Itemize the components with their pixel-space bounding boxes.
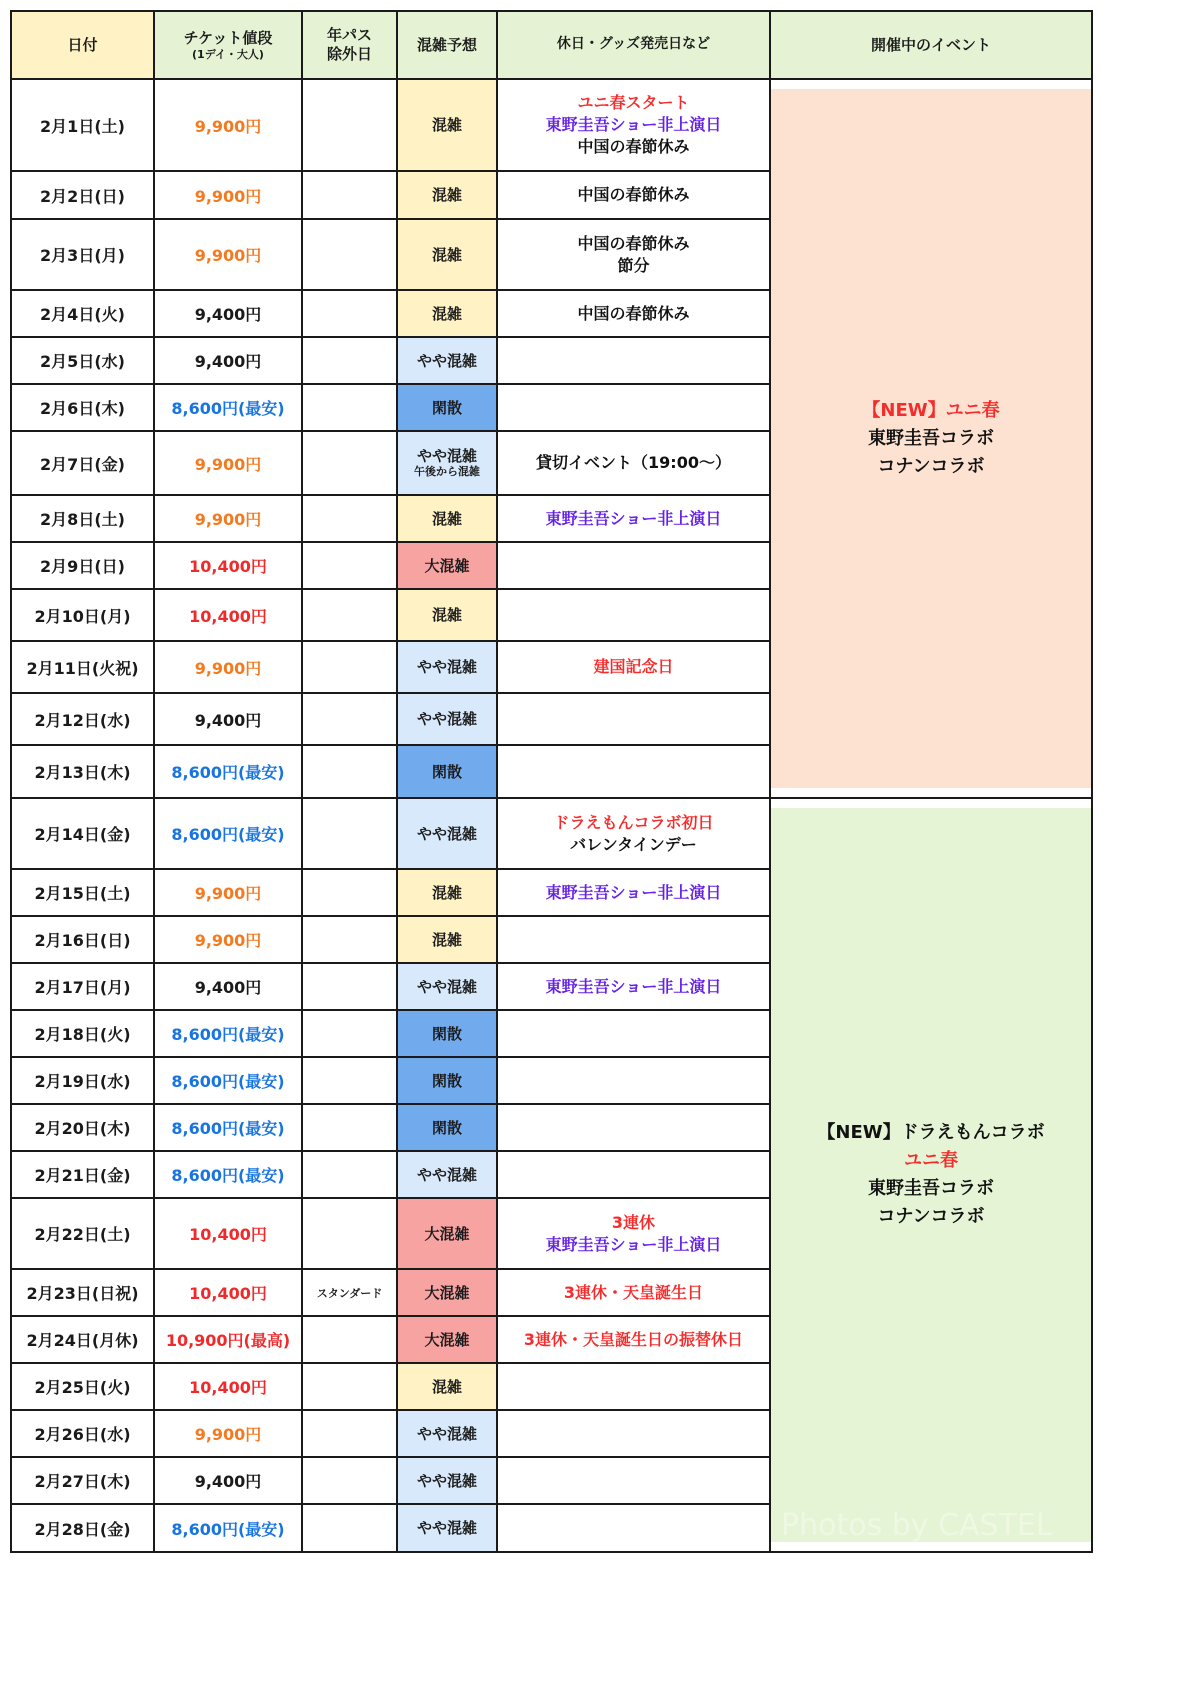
crowd-forecast-cell xyxy=(397,337,497,384)
pass-exclusion-cell xyxy=(302,1198,397,1269)
date-cell: 2月17日(月) xyxy=(11,963,154,1010)
date-cell: 2月4日(火) xyxy=(11,290,154,337)
event-line: 【NEW】ドラえもんコラボ xyxy=(817,1122,1045,1143)
date-cell: 2月14日(金) xyxy=(11,798,154,869)
crowd-level: 大混雑 xyxy=(424,556,470,575)
notes-cell xyxy=(497,798,770,869)
notes-cell xyxy=(497,542,770,589)
date-cell: 2月15日(土) xyxy=(11,869,154,916)
notes-cell xyxy=(497,384,770,431)
pass-exclusion-cell xyxy=(302,693,397,745)
price-cell: 8,600円(最安) xyxy=(154,798,302,869)
price-cell: 8,600円(最安) xyxy=(154,1151,302,1198)
pass-exclusion-cell xyxy=(302,384,397,431)
crowd-level: 大混雑 xyxy=(424,1224,470,1243)
header-price xyxy=(154,11,302,79)
event-line: 【NEW】ユニ春 xyxy=(862,399,1000,421)
crowd-level: 大混雑 xyxy=(424,1330,470,1349)
crowd-level: やや混雑 xyxy=(416,447,477,466)
price-cell: 8,600円(最安) xyxy=(154,384,302,431)
crowd-forecast-cell xyxy=(397,1010,497,1057)
note-line: ユニ春スタート xyxy=(577,93,690,112)
price-cell: 9,900円 xyxy=(154,431,302,495)
notes-cell xyxy=(497,1316,770,1363)
crowd-level: 混雑 xyxy=(431,304,462,323)
price-cell: 8,600円(最安) xyxy=(154,1057,302,1104)
pass-exclusion-cell xyxy=(302,798,397,869)
pass-exclusion-cell xyxy=(302,337,397,384)
header-notes: 休日・グッズ発売日など xyxy=(497,11,770,79)
crowd-level: やや混雑 xyxy=(416,1471,477,1490)
table-row xyxy=(11,798,1092,869)
price-cell: 8,600円(最安) xyxy=(154,1104,302,1151)
crowd-forecast-cell xyxy=(397,869,497,916)
pass-exclusion-cell xyxy=(302,1010,397,1057)
crowd-forecast-cell xyxy=(397,1457,497,1504)
notes-cell xyxy=(497,693,770,745)
notes-cell xyxy=(497,1504,770,1552)
note-line: 東野圭吾ショー非上演日 xyxy=(545,882,722,902)
notes-cell xyxy=(497,431,770,495)
crowd-forecast-cell xyxy=(397,745,497,798)
notes-cell xyxy=(497,916,770,963)
note-line: 中国の春節休み xyxy=(577,303,690,323)
notes-cell xyxy=(497,219,770,290)
price-cell: 9,900円 xyxy=(154,171,302,219)
crowd-level: 混雑 xyxy=(431,116,462,134)
event-line: コナンコラボ xyxy=(877,1206,985,1227)
crowd-forecast-cell xyxy=(397,916,497,963)
note-line: 3連休・天皇誕生日の振替休日 xyxy=(523,1329,744,1349)
events-cell xyxy=(770,798,1092,1552)
crowd-level: 混雑 xyxy=(431,186,462,204)
crowd-forecast-cell xyxy=(397,1269,497,1316)
price-cell: 8,600円(最安) xyxy=(154,745,302,798)
price-cell: 9,900円 xyxy=(154,869,302,916)
price-cell: 9,400円 xyxy=(154,337,302,384)
header-pass-exclusion xyxy=(302,11,397,79)
date-cell: 2月28日(金) xyxy=(11,1504,154,1552)
notes-cell xyxy=(497,171,770,219)
crowd-level: やや混雑 xyxy=(416,1165,477,1184)
pass-exclusion-cell: スタンダード xyxy=(302,1269,397,1316)
date-cell: 2月20日(木) xyxy=(11,1104,154,1151)
date-cell: 2月7日(金) xyxy=(11,431,154,495)
crowd-forecast-cell xyxy=(397,431,497,495)
crowd-forecast-cell xyxy=(397,589,497,641)
price-cell: 10,400円 xyxy=(154,542,302,589)
crowd-forecast-cell xyxy=(397,963,497,1010)
date-cell: 2月24日(月休) xyxy=(11,1316,154,1363)
note-line: 貸切イベント（19:00〜） xyxy=(536,453,731,472)
crowd-forecast-cell xyxy=(397,641,497,693)
header-price-label: チケット値段 xyxy=(183,28,273,47)
notes-cell xyxy=(497,1457,770,1504)
price-cell: 10,900円(最高) xyxy=(154,1316,302,1363)
price-cell: 9,900円 xyxy=(154,1410,302,1457)
note-line: バレンタインデー xyxy=(570,834,697,854)
date-cell: 2月5日(水) xyxy=(11,337,154,384)
price-cell: 10,400円 xyxy=(154,1269,302,1316)
crowd-forecast-cell xyxy=(397,1104,497,1151)
header-events: 開催中のイベント xyxy=(770,11,1092,79)
price-cell: 9,900円 xyxy=(154,79,302,171)
crowd-level: やや混雑 xyxy=(416,824,477,843)
price-cell: 9,400円 xyxy=(154,693,302,745)
price-cell: 9,400円 xyxy=(154,963,302,1010)
notes-cell xyxy=(497,1151,770,1198)
crowd-forecast-cell xyxy=(397,1410,497,1457)
notes-cell xyxy=(497,1269,770,1316)
notes-cell xyxy=(497,1363,770,1410)
notes-cell xyxy=(497,589,770,641)
event-line: 東野圭吾コラボ xyxy=(868,1178,994,1199)
note-line: 東野圭吾ショー非上演日 xyxy=(545,976,722,996)
event-line: 東野圭吾コラボ xyxy=(868,427,994,449)
price-cell: 9,400円 xyxy=(154,290,302,337)
notes-cell xyxy=(497,745,770,798)
event-box xyxy=(771,808,1091,1542)
pass-exclusion-cell xyxy=(302,1363,397,1410)
note-line: 3連休 xyxy=(611,1212,656,1232)
crowd-level: やや混雑 xyxy=(416,658,477,676)
crowd-level: やや混雑 xyxy=(416,710,477,728)
note-line: 中国の春節休み xyxy=(577,233,690,253)
date-cell: 2月12日(水) xyxy=(11,693,154,745)
crowd-level: 閑散 xyxy=(431,398,462,417)
price-cell: 9,900円 xyxy=(154,916,302,963)
notes-cell xyxy=(497,869,770,916)
date-cell: 2月19日(水) xyxy=(11,1057,154,1104)
crowd-forecast-cell xyxy=(397,1363,497,1410)
crowd-forecast-cell xyxy=(397,495,497,542)
crowd-calendar-table xyxy=(10,10,1093,1553)
notes-cell xyxy=(497,1010,770,1057)
notes-cell xyxy=(497,337,770,384)
crowd-forecast-cell xyxy=(397,693,497,745)
pass-exclusion-cell xyxy=(302,219,397,290)
date-cell: 2月26日(水) xyxy=(11,1410,154,1457)
crowd-level: 混雑 xyxy=(431,883,462,902)
crowd-forecast-cell xyxy=(397,219,497,290)
crowd-level: 閑散 xyxy=(431,1024,462,1043)
price-cell: 10,400円 xyxy=(154,1363,302,1410)
crowd-forecast-cell xyxy=(397,290,497,337)
crowd-level: 大混雑 xyxy=(424,1283,470,1302)
date-cell: 2月18日(火) xyxy=(11,1010,154,1057)
date-cell: 2月27日(木) xyxy=(11,1457,154,1504)
date-cell: 2月8日(土) xyxy=(11,495,154,542)
date-cell: 2月3日(月) xyxy=(11,219,154,290)
header-pass-exclusion-label: 年パス除外日 xyxy=(326,26,372,63)
pass-exclusion-cell xyxy=(302,495,397,542)
header-crowd: 混雑予想 xyxy=(397,11,497,79)
crowd-level: 閑散 xyxy=(431,762,462,781)
price-cell: 10,400円 xyxy=(154,1198,302,1269)
note-line: 東野圭吾ショー非上演日 xyxy=(545,508,722,528)
pass-exclusion-cell xyxy=(302,1457,397,1504)
crowd-forecast-cell xyxy=(397,171,497,219)
pass-exclusion-cell xyxy=(302,1316,397,1363)
note-line: 節分 xyxy=(617,255,650,275)
price-cell: 9,900円 xyxy=(154,495,302,542)
pass-exclusion-cell xyxy=(302,745,397,798)
pass-exclusion-cell xyxy=(302,869,397,916)
notes-cell xyxy=(497,963,770,1010)
crowd-level: やや混雑 xyxy=(416,351,477,370)
header-price-sub: (1デイ・大人) xyxy=(192,47,264,61)
note-line: ドラえもんコラボ初日 xyxy=(553,812,714,832)
crowd-level: 混雑 xyxy=(431,1377,462,1396)
pass-exclusion-cell xyxy=(302,79,397,171)
notes-cell xyxy=(497,290,770,337)
price-cell: 8,600円(最安) xyxy=(154,1504,302,1552)
crowd-forecast-cell xyxy=(397,79,497,171)
price-cell: 8,600円(最安) xyxy=(154,1010,302,1057)
header-row xyxy=(11,11,1092,79)
date-cell: 2月16日(日) xyxy=(11,916,154,963)
header-date: 日付 xyxy=(11,11,154,79)
pass-exclusion-cell xyxy=(302,1410,397,1457)
pass-exclusion-cell xyxy=(302,589,397,641)
date-cell: 2月9日(日) xyxy=(11,542,154,589)
crowd-level: やや混雑 xyxy=(416,1424,477,1443)
date-cell: 2月10日(月) xyxy=(11,589,154,641)
crowd-forecast-cell xyxy=(397,1316,497,1363)
events-cell xyxy=(770,79,1092,798)
pass-exclusion-cell xyxy=(302,171,397,219)
crowd-level: やや混雑 xyxy=(416,977,477,996)
pass-exclusion-cell xyxy=(302,916,397,963)
date-cell: 2月21日(金) xyxy=(11,1151,154,1198)
price-cell: 9,400円 xyxy=(154,1457,302,1504)
crowd-level: 閑散 xyxy=(431,1071,462,1090)
notes-cell xyxy=(497,1104,770,1151)
crowd-forecast-cell xyxy=(397,542,497,589)
date-cell: 2月23日(日祝) xyxy=(11,1269,154,1316)
crowd-forecast-cell xyxy=(397,1151,497,1198)
crowd-level: 混雑 xyxy=(431,606,462,624)
watermark: Photos by CASTEL xyxy=(781,1508,1053,1543)
crowd-level: 混雑 xyxy=(431,509,462,528)
pass-exclusion-cell xyxy=(302,1151,397,1198)
date-cell: 2月25日(火) xyxy=(11,1363,154,1410)
notes-cell xyxy=(497,1198,770,1269)
note-line: 3連休・天皇誕生日 xyxy=(563,1282,704,1302)
event-box xyxy=(771,89,1091,788)
event-line: ユニ春 xyxy=(904,1150,958,1171)
table-row xyxy=(11,79,1092,171)
date-cell: 2月6日(木) xyxy=(11,384,154,431)
crowd-sub-note: 午後から混雑 xyxy=(414,465,480,479)
notes-cell xyxy=(497,1410,770,1457)
crowd-forecast-cell xyxy=(397,1198,497,1269)
date-cell: 2月11日(火祝) xyxy=(11,641,154,693)
pass-exclusion-cell xyxy=(302,542,397,589)
date-cell: 2月2日(日) xyxy=(11,171,154,219)
notes-cell xyxy=(497,1057,770,1104)
date-cell: 2月13日(木) xyxy=(11,745,154,798)
note-line: 中国の春節休み xyxy=(577,185,690,204)
pass-exclusion-cell xyxy=(302,1504,397,1552)
pass-exclusion-cell xyxy=(302,431,397,495)
note-line: 東野圭吾ショー非上演日 xyxy=(545,115,722,134)
crowd-forecast-cell xyxy=(397,798,497,869)
note-line: 東野圭吾ショー非上演日 xyxy=(545,1234,722,1254)
price-cell: 10,400円 xyxy=(154,589,302,641)
pass-exclusion-cell xyxy=(302,1104,397,1151)
pass-exclusion-cell xyxy=(302,963,397,1010)
crowd-forecast-cell xyxy=(397,1057,497,1104)
notes-cell xyxy=(497,79,770,171)
date-cell: 2月22日(土) xyxy=(11,1198,154,1269)
notes-cell xyxy=(497,641,770,693)
crowd-forecast-cell xyxy=(397,384,497,431)
pass-exclusion-cell xyxy=(302,1057,397,1104)
price-cell: 9,900円 xyxy=(154,219,302,290)
crowd-level: 混雑 xyxy=(431,245,462,264)
note-line: 建国記念日 xyxy=(593,657,674,676)
crowd-level: 閑散 xyxy=(431,1118,462,1137)
crowd-level: やや混雑 xyxy=(416,1519,477,1537)
price-cell: 9,900円 xyxy=(154,641,302,693)
crowd-level: 混雑 xyxy=(431,930,462,949)
notes-cell xyxy=(497,495,770,542)
pass-exclusion-cell xyxy=(302,290,397,337)
event-line: コナンコラボ xyxy=(877,455,985,477)
crowd-forecast-cell xyxy=(397,1504,497,1552)
date-cell: 2月1日(土) xyxy=(11,79,154,171)
pass-exclusion-cell xyxy=(302,641,397,693)
note-line: 中国の春節休み xyxy=(577,137,690,156)
